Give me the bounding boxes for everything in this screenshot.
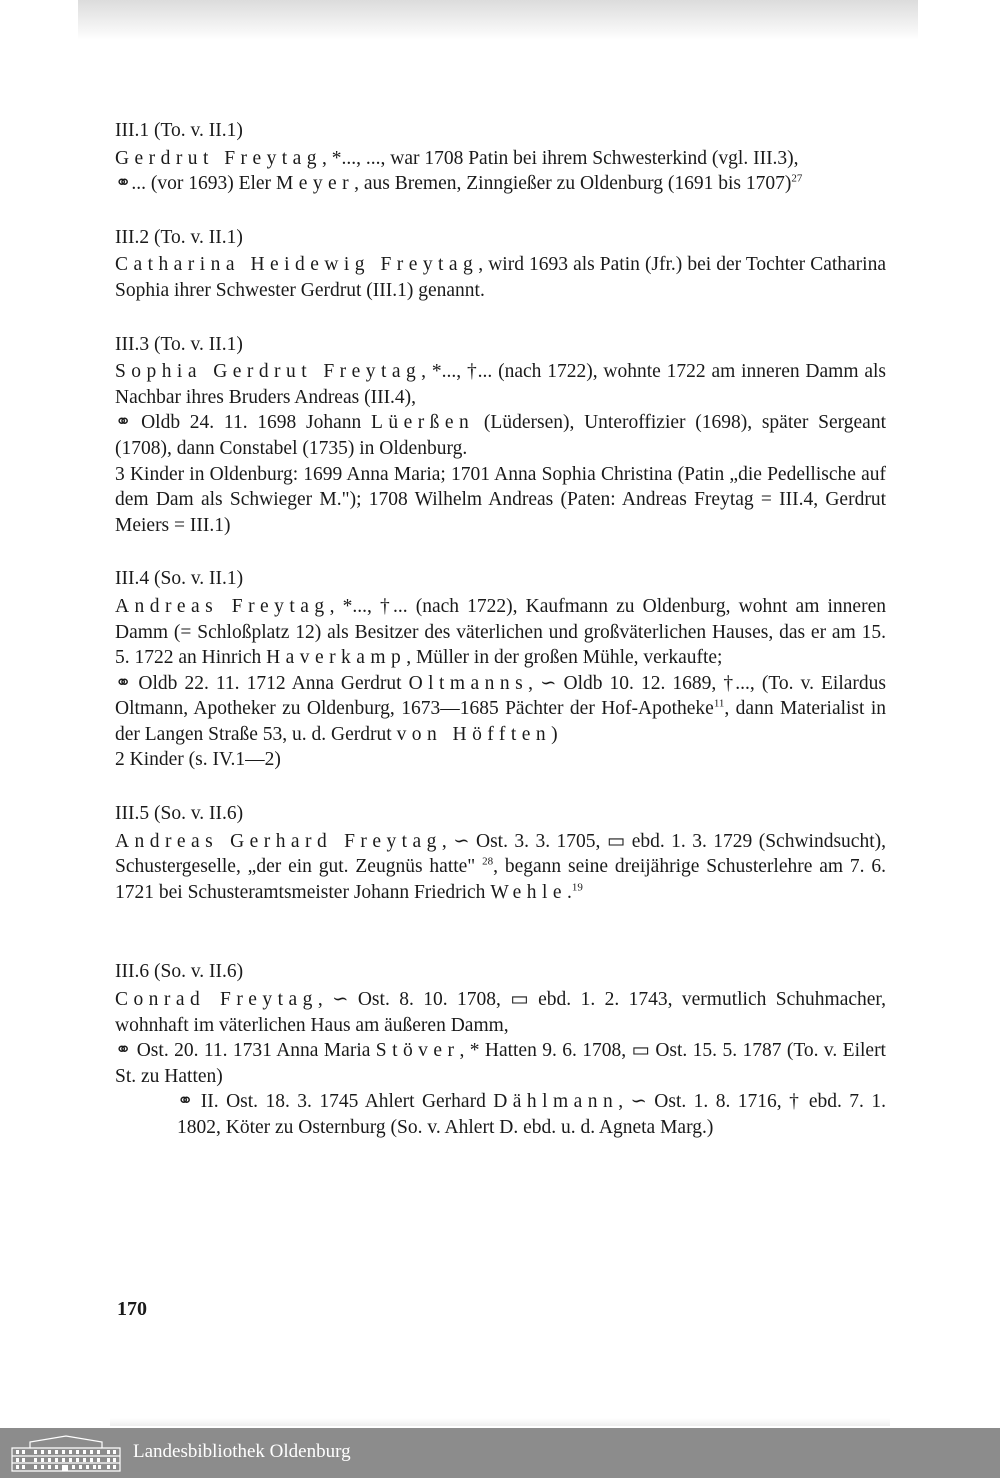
person-name: Andreas Gerhard Freytag (115, 830, 442, 852)
document-page (115, 118, 886, 1141)
spouse-name: Stöver (375, 1040, 460, 1062)
second-marriage-line: ⚭ II. Ost. 18. 3. 1745 Ahlert Gerhard Dählmann, ∽ Ost. 1. 8. 1716, † ebd. 7. 1. 1802, Köter zu Osternburg (So. v. Ahlert D. ebd. u. d. Agneta Marg.) (177, 1091, 886, 1138)
entry-III-1 (115, 118, 886, 197)
entry-III-5 (115, 801, 886, 905)
marriage-line: ⚭ Ost. 20. 11. 1731 Anna Maria Stöver, * Hatten 9. 6. 1708, ▭ Ost. 15. 5. 1787 (To. v. Eilert St. zu Hatten) (115, 1040, 886, 1087)
footnote-ref: 19 (571, 881, 583, 894)
entry-III-2 (115, 225, 886, 304)
entry-heading: III.2 (To. v. II.1) (115, 226, 243, 248)
entry-heading: III.4 (So. v. II.1) (115, 568, 244, 590)
buyer-name: Haverkamp (266, 647, 407, 669)
library-footer-bar (0, 1428, 1000, 1478)
entry-heading: III.6 (So. v. II.6) (115, 961, 244, 983)
entry-heading: III.3 (To. v. II.1) (115, 333, 243, 355)
entry-text: Catharina Heidewig Freytag, wird 1693 als Patin (Jfr.) bei der Tochter Catharina Sophia ihrer Schwester Gerdrut (III.1) genannt. (115, 254, 886, 301)
person-name: Catharina Heidewig Freytag (115, 254, 479, 276)
children-line: 2 Kinder (s. IV.1—2) (115, 749, 281, 771)
entry-text: Sophia Gerdrut Freytag, *..., †... (nach 1722), wohnte 1722 am inneren Damm als Nachbar ihres Bruders Andreas (III.4), (115, 361, 886, 408)
entry-III-4 (115, 566, 886, 773)
scan-top-shadow (78, 0, 918, 40)
person-name: Sophia Gerdrut Freytag (115, 361, 422, 383)
person-name: Andreas Freytag (115, 595, 330, 617)
marriage-line: ⚭ Oldb 22. 11. 1712 Anna Gerdrut Oltmanns, ∽ Oldb 10. 12. 1689, †..., (To. v. Eilardus Oltmann, Apotheker zu Oldenburg, 1673—1685 Pächter der Hof-Apotheke$^{11}$, dann Materialist in der Langen Straße 53, u. d. Gerdrut von Höfften) (115, 672, 886, 745)
person-name: Gerdrut Freytag (115, 147, 322, 169)
second-spouse-name: Dählmann (493, 1091, 619, 1113)
mother-name: von Höfften (396, 723, 552, 745)
person-name: Conrad Freytag (115, 989, 318, 1011)
entry-text: Andreas Freytag, *..., †... (nach 1722), Kaufmann zu Oldenburg, wohnt am inneren Damm (= Schloßplatz 12) als Besitzer des väterlichen und großväterlichen Hauses, das er am 15. 5. 1722 an Hinrich Haverkamp, Müller in der großen Mühle, verkaufte; (115, 595, 886, 669)
spouse-name: Meyer (275, 173, 355, 195)
master-name: Wehle (490, 881, 567, 903)
footnote-ref: 11 (713, 697, 725, 710)
entry-III-6 (115, 959, 886, 1140)
footnote-ref: 28 (482, 855, 494, 868)
library-building-icon (10, 1434, 122, 1472)
entry-heading: III.5 (So. v. II.6) (115, 803, 244, 825)
children-line: 3 Kinder in Oldenburg: 1699 Anna Maria; 1701 Anna Sophia Christina (Patin „die Pedellische auf dem Dam als Schwieger M."); 1708 Wilhelm Andreas (Paten: Andreas Freytag = III.4, Gerdrut Meiers = III.1) (115, 463, 886, 536)
marriage-line: ⚭ Oldb 24. 11. 1698 Johann Lüerßen (Lüdersen), Unteroffizier (1698), später Sergeant (1708), dann Constabel (1735) in Oldenburg. (115, 412, 886, 459)
page-number: 170 (117, 1298, 147, 1320)
entry-III-3 (115, 332, 886, 539)
entry-text: Gerdrut Freytag, *..., ..., war 1708 Patin bei ihrem Schwesterkind (vgl. III.3), (115, 147, 799, 169)
scan-bottom-shadow (110, 1418, 890, 1426)
spouse-name: Oltmanns (408, 672, 529, 694)
entry-text: Andreas Gerhard Freytag, ∽ Ost. 3. 3. 1705, ▭ ebd. 1. 3. 1729 (Schwindsucht), Schustergeselle, „der ein gut. Zeugnüs hatte" $^{28}$, begann seine dreijährige Schusterlehre am 7. 6. 1721 bei Schusteramtsmeister Johann Friedrich Wehle.$^{19}$ (115, 830, 887, 903)
footnote-ref: 27 (791, 172, 803, 185)
entry-text: Conrad Freytag, ∽ Ost. 8. 10. 1708, ▭ ebd. 1. 2. 1743, vermutlich Schuhmacher, wohnhaft im väterlichen Haus am äußeren Damm, (115, 989, 887, 1036)
marriage-line: ⚭... (vor 1693) Eler Meyer, aus Bremen, Zinngießer zu Oldenburg (1691 bis 1707)$^{27}$ (115, 172, 803, 195)
spouse-name: Lüerßen (371, 412, 475, 434)
entry-heading: III.1 (To. v. II.1) (115, 120, 243, 141)
library-name: Landesbibliothek Oldenburg (133, 1441, 351, 1462)
